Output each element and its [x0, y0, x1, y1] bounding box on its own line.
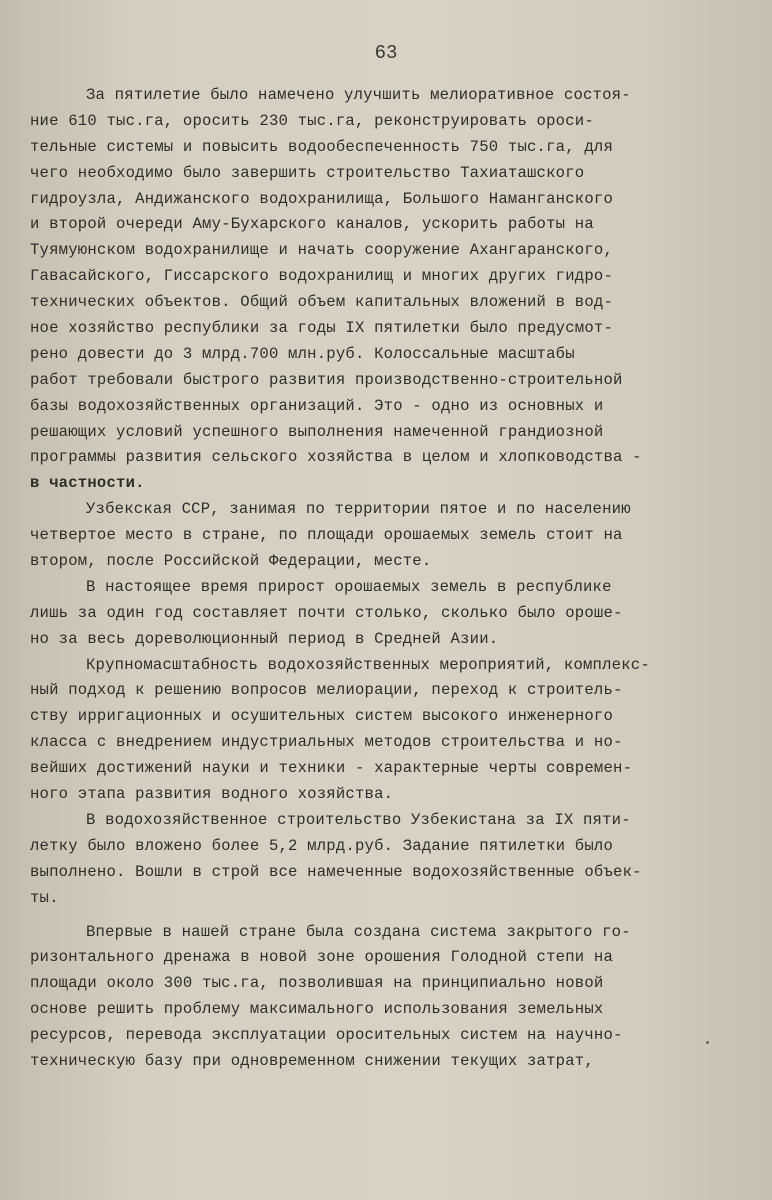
paragraph-5	[30, 808, 735, 912]
text-line: ству ирригационных и осушительных систем высокого инженерного	[30, 707, 614, 726]
text-line: четвертое место в стране, по площади орошаемых земель стоит на	[30, 526, 623, 545]
text-line: ты.	[30, 888, 59, 907]
text-line: в частности.	[30, 474, 145, 493]
paragraph-6	[30, 920, 735, 1075]
text-line: ризонтального дренажа в новой зоне орошения Голодной степи на	[30, 948, 614, 967]
text-line: ное хозяйство республики за годы IX пятилетки было предусмот-	[30, 319, 614, 338]
text-line: лишь за один год составляет почти столько, сколько было ороше-	[30, 603, 623, 622]
text-line: Туямуюнском водохранилище и начать сооружение Ахангаранского,	[30, 241, 614, 260]
text-line: класса с внедрением индустриальных методов строительства и но-	[30, 733, 623, 752]
text-line: чего необходимо было завершить строительство Тахиаташского	[30, 163, 585, 182]
paragraph-4	[30, 653, 735, 808]
text-line: ного этапа развития водного хозяйства.	[30, 785, 394, 804]
text-line: тельные системы и повысить водообеспеченность 750 тыс.га, для	[30, 137, 614, 156]
text-line: рено довести до 3 млрд.700 млн.руб. Колоссальные масштабы	[30, 344, 575, 363]
text-line: Узбекская ССР, занимая по территории пятое и по населению	[86, 500, 631, 519]
text-line: Крупномасштабность водохозяйственных мероприятий, комплекс-	[86, 655, 650, 674]
text-line: Впервые в нашей стране была создана система закрытого го-	[86, 922, 631, 941]
text-line: За пятилетие было намечено улучшить мелиоративное состоя-	[86, 86, 631, 104]
text-line: работ требовали быстрого развития производственно-строительной	[30, 370, 623, 389]
text-line: базы водохозяйственных организаций. Это - одно из основных и	[30, 396, 604, 415]
text-line: площади около 300 тыс.га, позволившая на принципиально новой	[30, 974, 604, 993]
text-line: решающих условий успешного выполнения намеченной грандиозной	[30, 422, 604, 441]
text-line: но за весь дореволюционный период в Средней Азии.	[30, 629, 499, 648]
text-line: и второй очереди Аму-Бухарского каналов, ускорить работы на	[30, 215, 594, 234]
text-line: ние 610 тыс.га, оросить 230 тыс.га, реконструировать ороси-	[30, 111, 594, 130]
text-line: В настоящее время прирост орошаемых земель в республике	[86, 577, 612, 596]
text-line: вейших достижений науки и техники - характерные черты современ-	[30, 759, 633, 778]
text-line: летку было вложено более 5,2 млрд.руб. Задание пятилетки было	[30, 836, 614, 855]
text-line: втором, после Российской Федерации, месте.	[30, 552, 432, 571]
paragraph-1	[30, 83, 735, 497]
text-line: ресурсов, перевода эксплуатации оросительных систем на научно-	[30, 1026, 623, 1045]
body-text	[30, 83, 735, 1075]
text-line: основе решить проблему максимального использования земельных	[30, 1000, 604, 1019]
text-line: В водохозяйственное строительство Узбекистана за IX пяти-	[86, 810, 631, 829]
text-line: гидроузла, Андижанского водохранилища, Большого Наманганского	[30, 189, 614, 208]
paragraph-2	[30, 497, 735, 575]
paper-speck	[706, 1041, 709, 1044]
paragraph-3	[30, 575, 735, 653]
text-line: технических объектов. Общий объем капитальных вложений в вод-	[30, 293, 614, 312]
page-number: 63	[374, 42, 398, 64]
text-line: техническую базу при одновременном снижении текущих затрат,	[30, 1051, 594, 1070]
text-line: ный подход к решению вопросов мелиорации, переход к строитель-	[30, 681, 623, 700]
text-line: выполнено. Вошли в строй все намеченные водохозяйственные объек-	[30, 862, 642, 881]
text-line: Гавасайского, Гиссарского водохранилищ и многих других гидро-	[30, 267, 614, 286]
text-line: программы развития сельского хозяйства в целом и хлопководства -	[30, 448, 642, 467]
